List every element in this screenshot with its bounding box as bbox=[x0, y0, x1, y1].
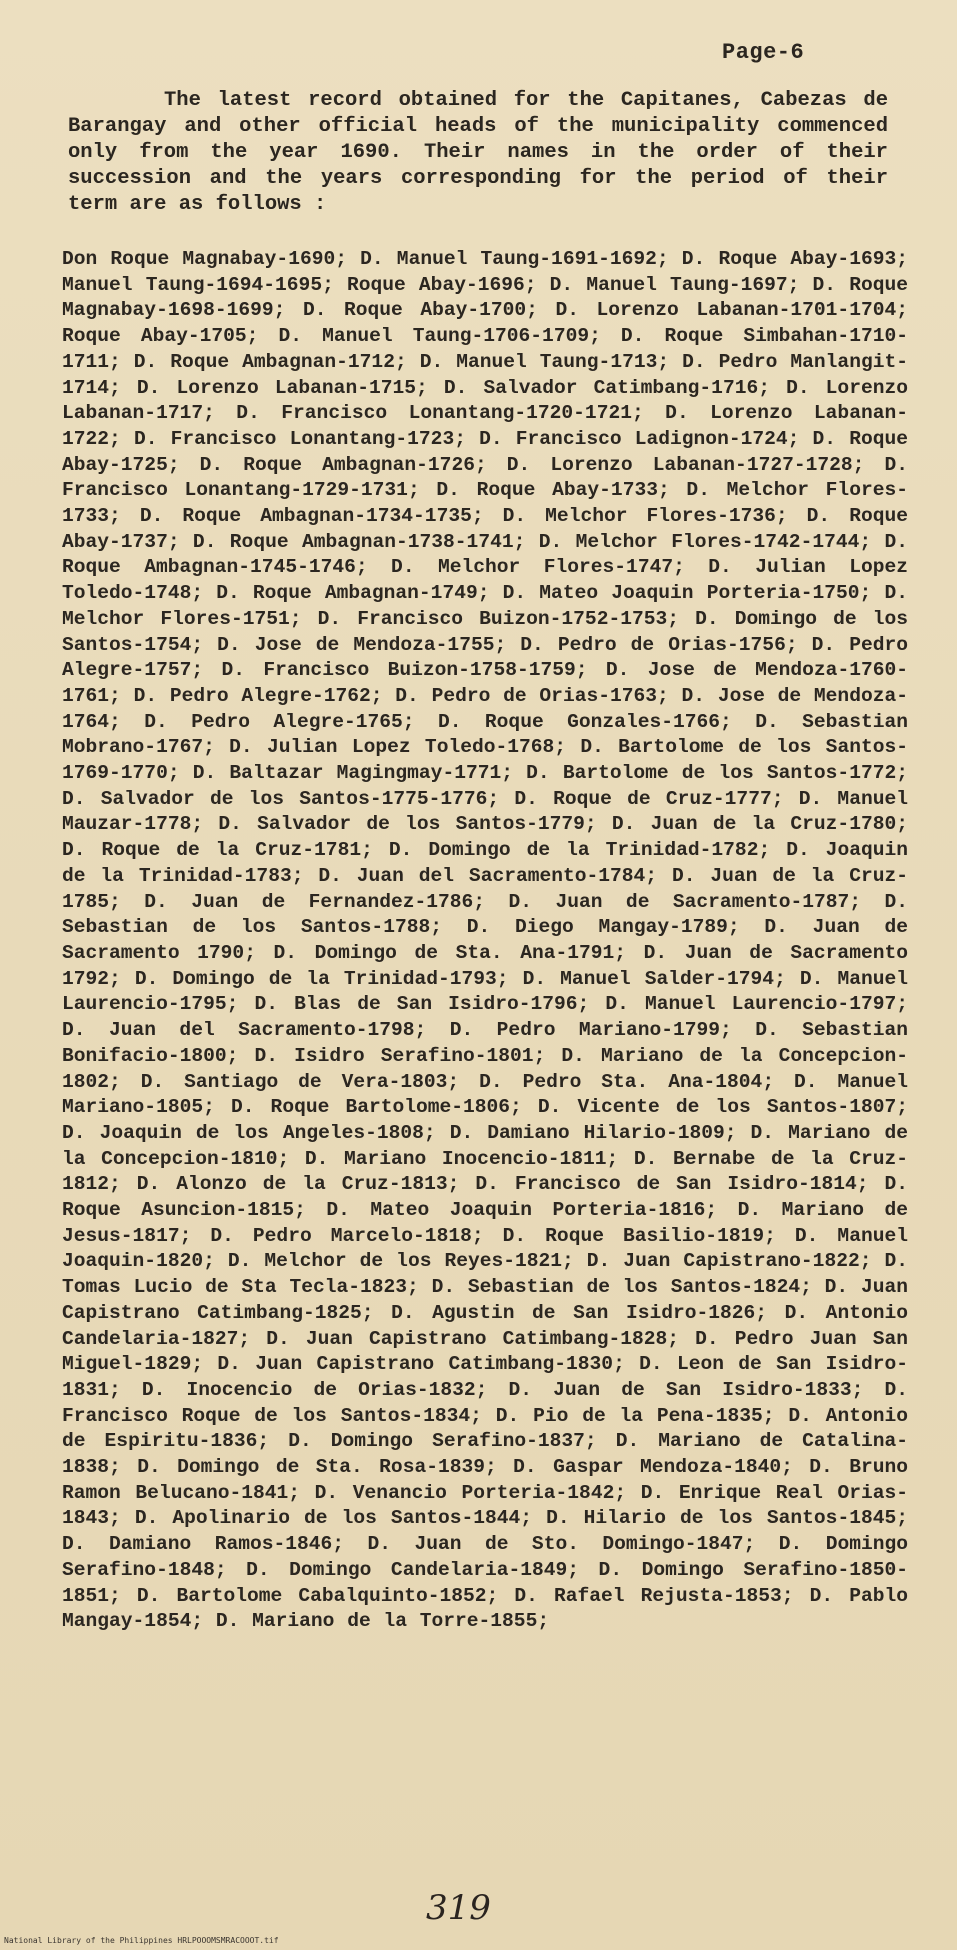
page-number: Page-6 bbox=[722, 40, 805, 65]
intro-paragraph: The latest record obtained for the Capitanes, Cabezas de Barangay and other official heads of the municipality commenced only from the year 1690. Their names in the order of their succession and the years corresponding for the period of their term are as follows : bbox=[68, 89, 888, 216]
record-paragraph: Don Roque Magnabay-1690; D. Manuel Taung-1691-1692; D. Roque Abay-1693; Manuel Taung-1694-1695; Roque Abay-1696; D. Manuel Taung-1697; D. Roque Magnabay-1698-1699; D. Roque Abay-1700; D. Lorenzo Labanan-1701-1704; Roque Abay-1705; D. Manuel Taung-1706-1709; D. Roque Simbahan-1710-1711; D. Roque Ambagnan-1712; D. Manuel Taung-1713; D. Pedro Manlangit-1714; D. Lorenzo Labanan-1715; D. Salvador Catimbang-1716; D. Lorenzo Labanan-1717; D. Francisco Lonantang-1720-1721; D. Lorenzo Labanan-1722; D. Francisco Lonantang-1723; D. Francisco Ladignon-1724; D. Roque Abay-1725; D. Roque Ambagnan-1726; D. Lorenzo Labanan-1727-1728; D. Francisco Lonantang-1729-1731; D. Roque Abay-1733; D. Melchor Flores-1733; D. Roque Ambagnan-1734-1735; D. Melchor Flores-1736; D. Roque Abay-1737; D. Roque Ambagnan-1738-1741; D. Melchor Flores-1742-1744; D. Roque Ambagnan-1745-1746; D. Melchor Flores-1747; D. Julian Lopez Toledo-1748; D. Roque Ambagnan-1749; D. Mateo Joaquin Porteria-1750; D. Melchor Flores-1751; D. Francisco Buizon-1752-1753; D. Domingo de los Santos-1754; D. Jose de Mendoza-1755; D. Pedro de Orias-1756; D. Pedro Alegre-1757; D. Francisco Buizon-1758-1759; D. Jose de Mendoza-1760-1761; D. Pedro Alegre-1762; D. Pedro de Orias-1763; D. Jose de Mendoza-1764; D. Pedro Alegre-1765; D. Roque Gonzales-1766; D. Sebastian Mobrano-1767; D. Julian Lopez Toledo-1768; D. Bartolome de los Santos-1769-1770; D. Baltazar Magingmay-1771; D. Bartolome de los Santos-1772; D. Salvador de los Santos-1775-1776; D. Roque de Cruz-1777; D. Manuel Mauzar-1778; D. Salvador de los Santos-1779; D. Juan de la Cruz-1780; D. Roque de la Cruz-1781; D. Domingo de la Trinidad-1782; D. Joaquin de la Trinidad-1783; D. Juan del Sacramento-1784; D. Juan de la Cruz-1785; D. Juan de Fernandez-1786; D. Juan de Sacramento-1787; D. Sebastian de los Santos-1788; D. Diego Mangay-1789; D. Juan de Sacramento 1790; D. Domingo de Sta. Ana-1791; D. Juan de Sacramento 1792; D. Domingo de la Trinidad-1793; D. Manuel Salder-1794; D. Manuel Laurencio-1795; D. Blas de San Isidro-1796; D. Manuel Laurencio-1797; D. Juan del Sacramento-1798; D. Pedro Mariano-1799; D. Sebastian Bonifacio-1800; D. Isidro Serafino-1801; D. Mariano de la Concepcion-1802; D. Santiago de Vera-1803; D. Pedro Sta. Ana-1804; D. Manuel Mariano-1805; D. Roque Bartolome-1806; D. Vicente de los Santos-1807; D. Joaquin de los Angeles-1808; D. Damiano Hilario-1809; D. Mariano de la Concepcion-1810; D. Mariano Inocencio-1811; D. Bernabe de la Cruz-1812; D. Alonzo de la Cruz-1813; D. Francisco de San Isidro-1814; D. Roque Asuncion-1815; D. Mateo Joaquin Porteria-1816; D. Mariano de Jesus-1817; D. Pedro Marcelo-1818; D. Roque Basilio-1819; D. Manuel Joaquin-1820; D. Melchor de los Reyes-1821; D. Juan Capistrano-1822; D. Tomas Lucio de Sta Tecla-1823; D. Sebastian de los Santos-1824; D. Juan Capistrano Catimbang-1825; D. Agustin de San Isidro-1826; D. Antonio Candelaria-1827; D. Juan Capistrano Catimbang-1828; D. Pedro Juan San Miguel-1829; D. Juan Capistrano Catimbang-1830; D. Leon de San Isidro-1831; D. Inocencio de Orias-1832; D. Juan de San Isidro-1833; D. Francisco Roque de los Santos-1834; D. Pio de la Pena-1835; D. Antonio de Espiritu-1836; D. Domingo Serafino-1837; D. Mariano de Catalina-1838; D. Domingo de Sta. Rosa-1839; D. Gaspar Mendoza-1840; D. Bruno Ramon Belucano-1841; D. Venancio Porteria-1842; D. Enrique Real Orias-1843; D. Apolinario de los Santos-1844; D. Hilario de los Santos-1845; D. Damiano Ramos-1846; D. Juan de Sto. Domingo-1847; D. Domingo Serafino-1848; D. Domingo Candelaria-1849; D. Domingo Serafino-1850-1851; D. Bartolome Cabalquinto-1852; D. Rafael Rejusta-1853; D. Pablo Mangay-1854; D. Mariano de la Torre-1855; bbox=[62, 248, 908, 1633]
scan-footer: National Library of the Philippines HRLPOOOMSMRACOOOT.tif bbox=[4, 1936, 279, 1945]
handwritten-page-number: 319 bbox=[426, 1888, 491, 1928]
